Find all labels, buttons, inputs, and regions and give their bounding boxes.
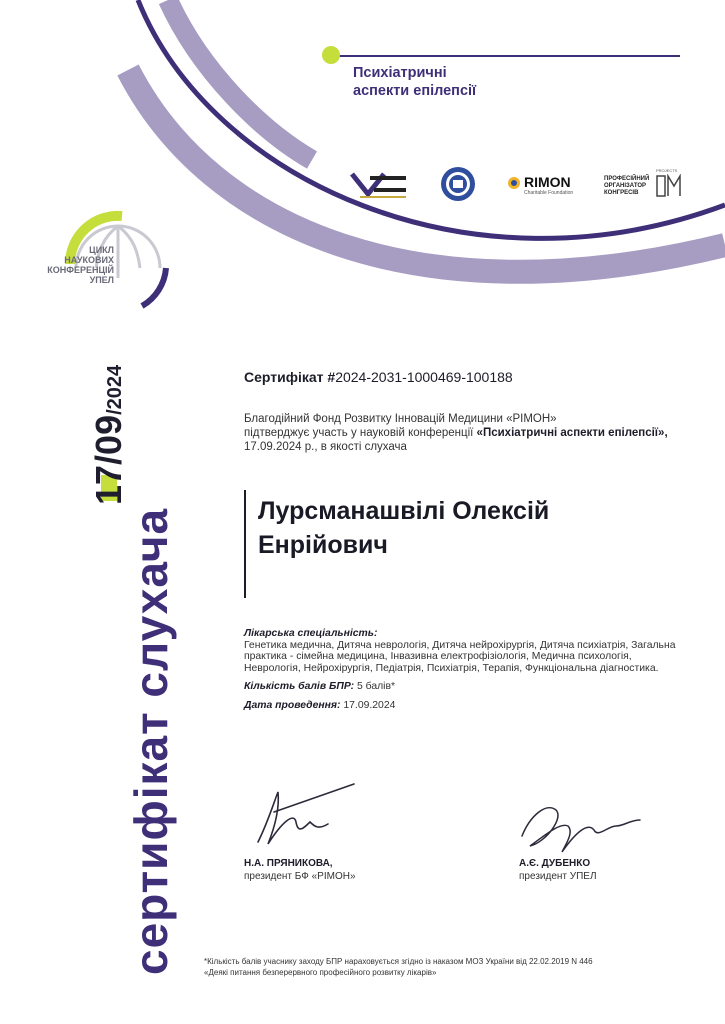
partner-logo-5: [656, 168, 682, 198]
intro-conference-name: «Психіатричні аспекти епілепсії»,: [476, 427, 668, 439]
projects-logo-text: PROJECTS: [656, 168, 678, 173]
certificate-number: [244, 369, 513, 385]
certificate-details: [244, 628, 684, 712]
logo4-line2: ОРГАНІЗАТОР: [604, 183, 647, 189]
certificate-intro: [244, 412, 684, 454]
date-row: [244, 700, 684, 712]
signature-right: [516, 796, 646, 858]
points-value: 5 балів*: [354, 681, 396, 693]
conference-title-line2: аспекти епілепсії: [353, 83, 477, 99]
recipient-name: [258, 494, 658, 562]
logo4-line1: ПРОФЕСІЙНИЙ: [604, 176, 650, 182]
footnote: [204, 956, 704, 978]
projects-logo-icon: [656, 174, 682, 198]
points-label: Кількість балів БПР:: [244, 681, 355, 693]
logo4-line3: КОНГРЕСІВ: [604, 190, 639, 196]
signer-left-name: Н.А. ПРЯНИКОВА,: [244, 858, 333, 869]
signature-right-block: [519, 857, 689, 883]
certificate-number-value: 2024-2031-1000469-100188: [335, 369, 513, 385]
certificate-number-label: Сертифікат #: [244, 369, 336, 385]
date-value: 17.09.2024: [340, 699, 396, 711]
recipient-name-line2: Енрійович: [258, 531, 388, 559]
university-seal-icon: [440, 166, 476, 202]
rimon-logo-text: RIMON: [524, 174, 571, 190]
partner-logo-1: [350, 170, 410, 200]
naukovi-logo-icon: [350, 170, 410, 200]
rimon-logo-icon: [508, 177, 520, 189]
cycle-logo-line4: УПЕЛ: [89, 275, 114, 285]
points-row: [244, 681, 684, 693]
specialty-value: Генетика медична, Дитяча неврологія, Дитяча нейрохірургія, Дитяча психіатрія, Загальна практика - сімейна медицина, Інвазивна електрофізіологія, Медична психологія, Неврологія, Нейрохірургія, Педіатрія, Психіатрія, Терапія, Функціональна діагностика.: [244, 639, 676, 674]
arc-light-big: [128, 70, 725, 272]
signature-left-block: [244, 857, 414, 883]
recipient-name-line1: Лурсманашвілі Олексій: [258, 497, 550, 525]
partner-logo-3: [508, 174, 588, 198]
intro-line2-text: підтверджує участь у науковій конференції: [244, 427, 477, 439]
arc-dark-thin: [138, 0, 725, 238]
conference-title: [353, 64, 593, 100]
footnote-line1: *Кількість балів учаснику заходу БПР нараховується згідно із наказом МОЗ України від 22.02.2019 N 446: [204, 957, 593, 966]
partner-logo-2: [440, 166, 476, 202]
vertical-certificate-title: сертифікат слухача: [125, 507, 177, 975]
footnote-line2: «Деякі питання безперервного професійного розвитку лікарів»: [204, 968, 437, 977]
cycle-logo-line3: КОНФЕРЕНЦІЙ: [47, 265, 114, 275]
cycle-logo-text: [40, 245, 114, 285]
name-accent-bar: [244, 490, 246, 598]
vertical-date-day: 17/09: [88, 414, 129, 505]
signer-right-name: А.Є. ДУБЕНКО: [519, 858, 591, 869]
cycle-logo-line1: ЦИКЛ: [89, 245, 114, 255]
vertical-date-year: /2024: [104, 364, 126, 415]
specialty-label: Лікарська спеціальність:: [244, 628, 378, 639]
conference-title-rule: [328, 55, 680, 57]
signer-right-role: президент УПЕЛ: [519, 871, 597, 882]
intro-line3: 17.09.2024 р., в якості слухача: [244, 441, 407, 453]
partner-logo-4: [604, 176, 654, 197]
cycle-logo-line2: НАУКОВИХ: [64, 255, 114, 265]
intro-line1: Благодійний Фонд Розвитку Інновацій Медицини «РІМОН»: [244, 413, 557, 425]
conference-dot-icon: [322, 46, 340, 64]
date-label: Дата проведення:: [244, 699, 341, 711]
intro-line2: [244, 426, 684, 454]
conference-title-line1: Психіатричні: [353, 65, 447, 81]
rimon-logo-sub: Charitable Foundation: [524, 190, 574, 196]
vertical-date: [88, 365, 130, 505]
signer-left-role: президент БФ «РІМОН»: [244, 871, 356, 882]
signature-left: [238, 782, 358, 854]
